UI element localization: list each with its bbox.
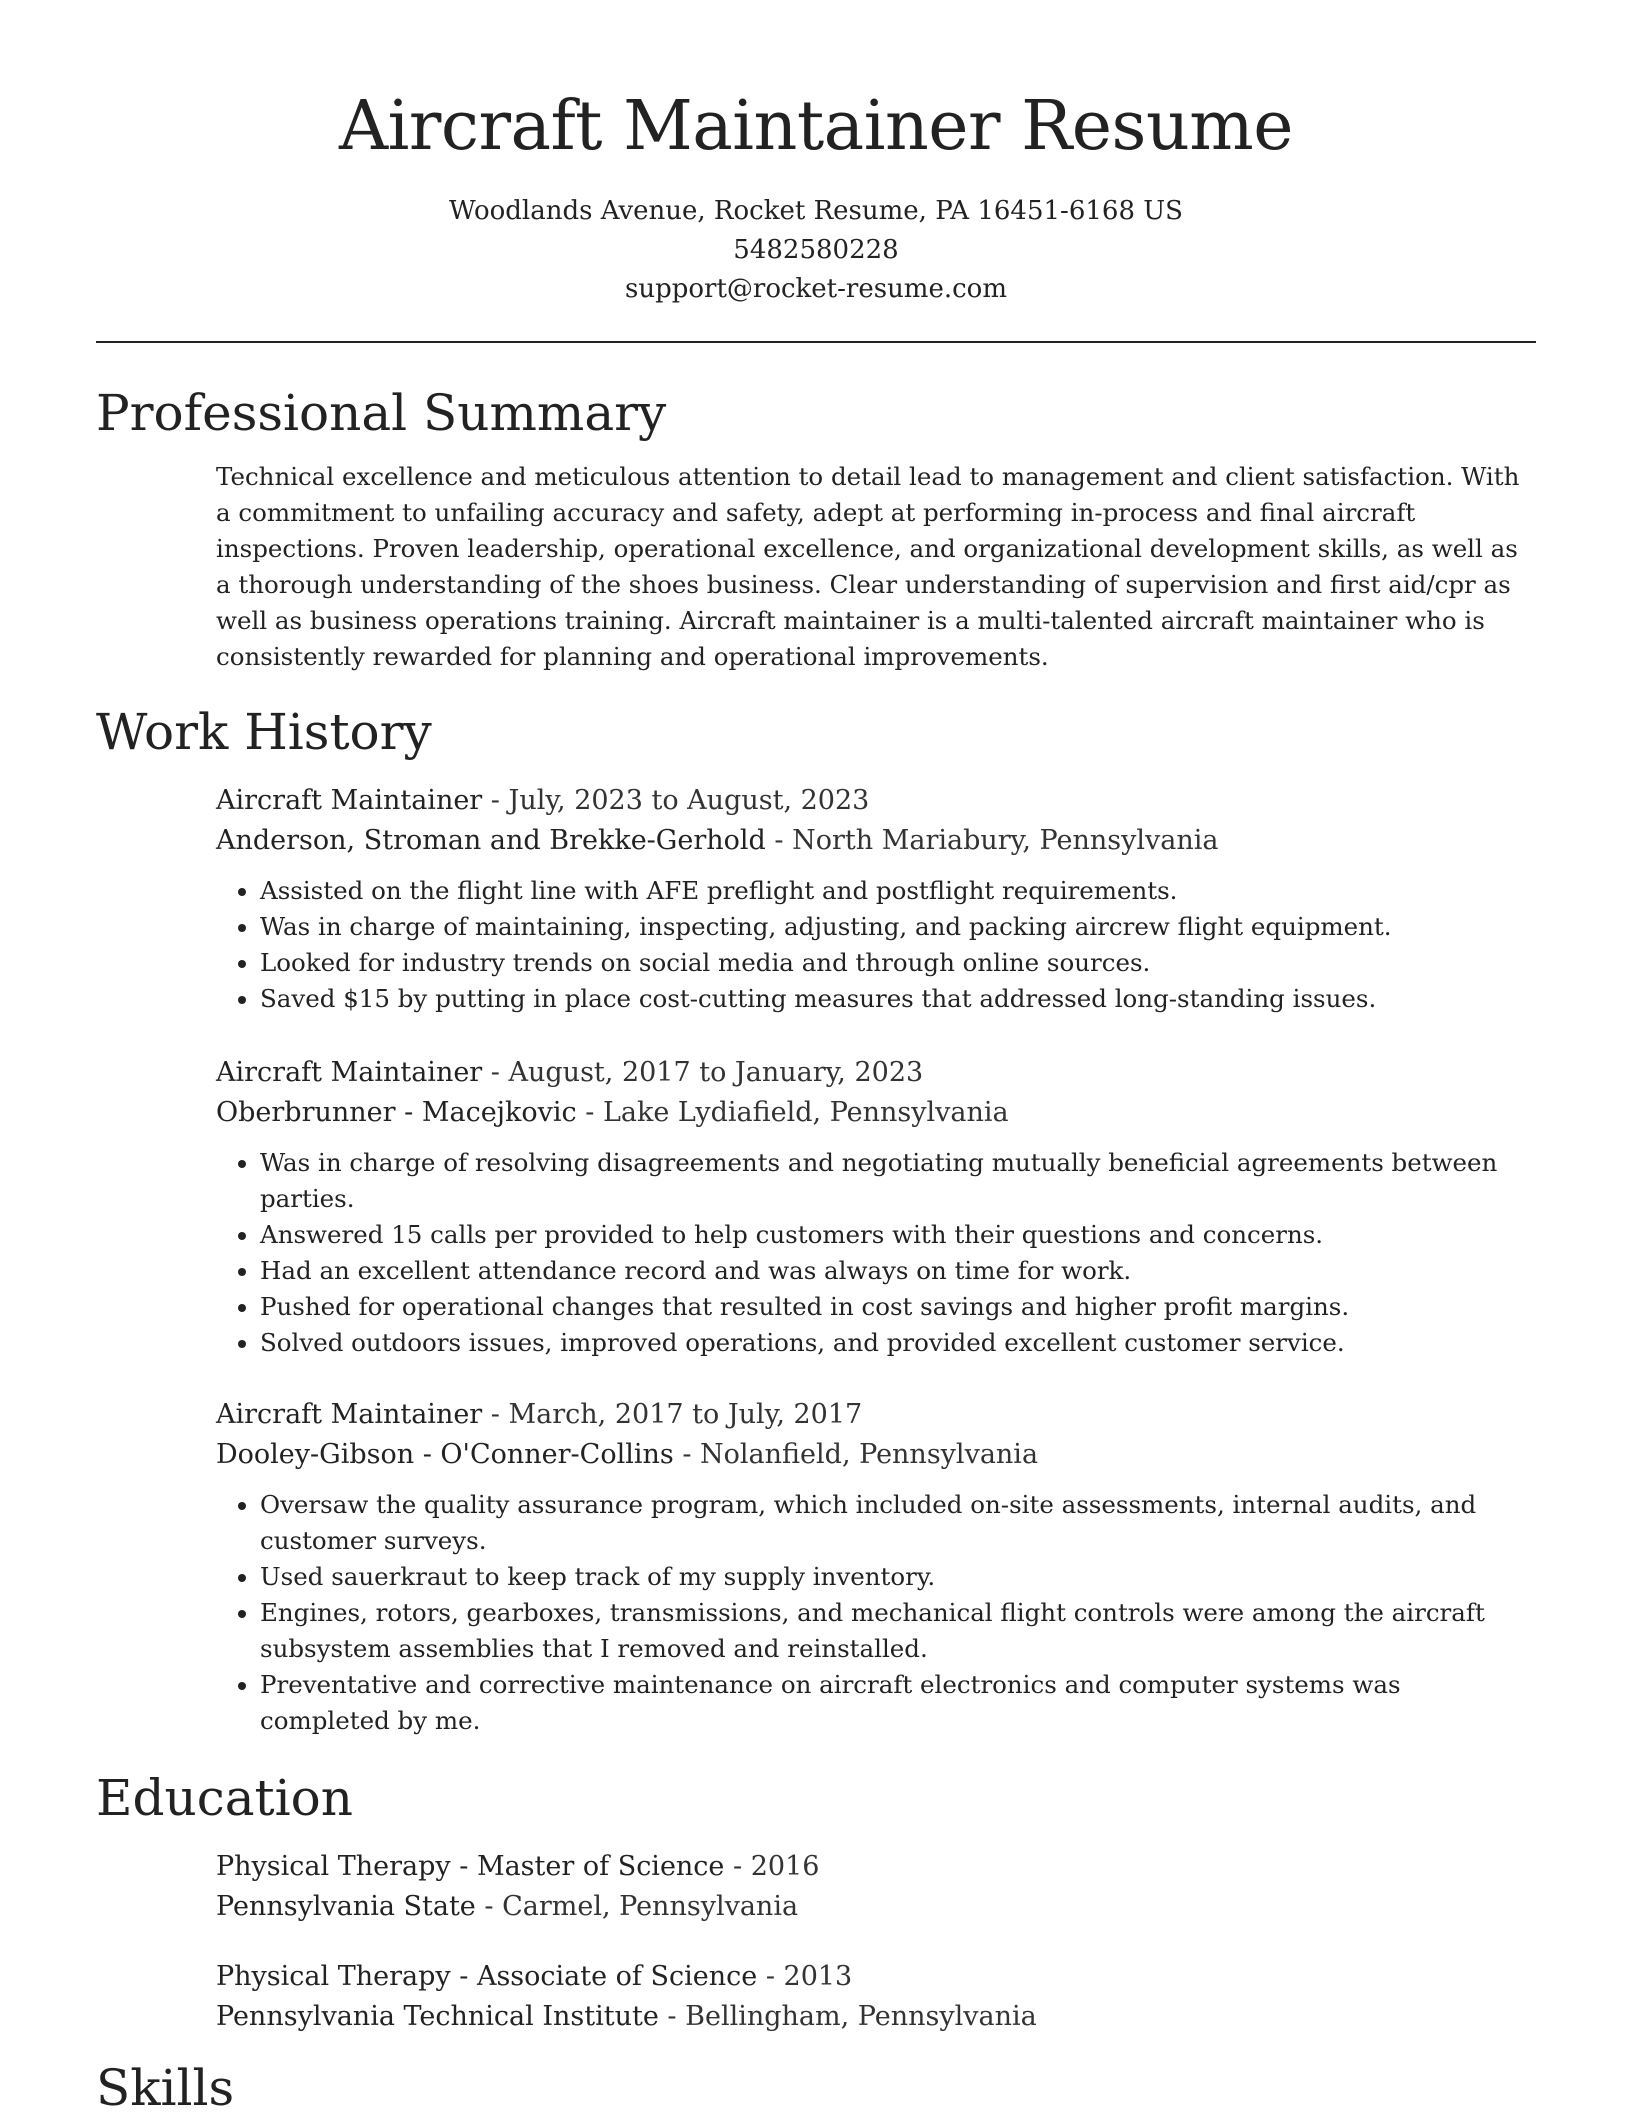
job-entry xyxy=(216,1053,1536,1361)
job-dates: - July, 2023 to August, 2023 xyxy=(482,785,870,816)
list-item: • Had an excellent attendance record and was always on time for work. xyxy=(260,1253,1536,1289)
job-title-line xyxy=(216,781,1536,821)
education-year: - 2013 xyxy=(757,1961,853,1992)
job-title: Aircraft Maintainer xyxy=(216,1057,483,1088)
list-item: • Assisted on the flight line with AFE preflight and postflight requirements. xyxy=(260,873,1536,909)
section-title-education: Education xyxy=(96,1769,353,1827)
contact-address: Woodlands Avenue, Rocket Resume, PA 16451-6168 US xyxy=(449,196,1183,226)
contact-block xyxy=(96,192,1536,309)
job-entry xyxy=(216,1395,1536,1739)
list-item: • Answered 15 calls per provided to help customers with their questions and concerns. xyxy=(260,1217,1536,1253)
contact-phone: 5482580228 xyxy=(733,235,899,265)
job-company-line xyxy=(216,1435,1536,1475)
header-divider xyxy=(96,341,1536,343)
job-title: Aircraft Maintainer xyxy=(216,1399,483,1430)
job-company: Dooley-Gibson - O'Conner-Collins xyxy=(216,1439,674,1470)
education-degree: Physical Therapy - Master of Science xyxy=(216,1851,725,1882)
list-item: • Was in charge of resolving disagreements and negotiating mutually beneficial agreements between parties. xyxy=(260,1145,1536,1217)
job-bullets xyxy=(216,873,1536,1017)
job-location: - Nolanfield, Pennsylvania xyxy=(673,1439,1039,1470)
education-school-line xyxy=(216,1887,1536,1927)
education-year: - 2016 xyxy=(724,1851,820,1882)
job-company: Oberbrunner - Macejkovic xyxy=(216,1097,577,1128)
list-item: • Was in charge of maintaining, inspecting, adjusting, and packing aircrew flight equipment. xyxy=(260,909,1536,945)
section-title-work: Work History xyxy=(96,703,432,761)
job-title-line xyxy=(216,1053,1536,1093)
education-school-line xyxy=(216,1997,1536,2037)
job-entry xyxy=(216,781,1536,1017)
list-item: • Oversaw the quality assurance program, which included on-site assessments, internal audits, and customer surveys. xyxy=(260,1487,1536,1559)
list-item: • Looked for industry trends on social media and through online sources. xyxy=(260,945,1536,981)
list-item: • Used sauerkraut to keep track of my supply inventory. xyxy=(260,1559,1536,1595)
job-dates: - March, 2017 to July, 2017 xyxy=(482,1399,863,1430)
job-bullets xyxy=(216,1145,1536,1361)
education-school: Pennsylvania State xyxy=(216,1891,476,1922)
education-degree: Physical Therapy - Associate of Science xyxy=(216,1961,758,1992)
job-company-line xyxy=(216,1093,1536,1133)
section-title-summary: Professional Summary xyxy=(96,384,667,442)
education-location: - Bellingham, Pennsylvania xyxy=(658,2001,1037,2032)
list-item: • Engines, rotors, gearboxes, transmissions, and mechanical flight controls were among the aircraft subsystem assemblies that I removed and reinstalled. xyxy=(260,1595,1536,1667)
job-company-line xyxy=(216,821,1536,861)
education-entry xyxy=(216,1847,1536,1927)
job-location: - North Mariabury, Pennsylvania xyxy=(765,825,1219,856)
job-title: Aircraft Maintainer xyxy=(216,785,483,816)
list-item: • Pushed for operational changes that resulted in cost savings and higher profit margins. xyxy=(260,1289,1536,1325)
education-degree-line xyxy=(216,1957,1536,1997)
job-company: Anderson, Stroman and Brekke-Gerhold xyxy=(216,825,766,856)
summary-text: Technical excellence and meticulous attention to detail lead to management and client satisfaction. With a commitment to unfailing accuracy and safety, adept at performing in-process and final aircraft inspections. Proven leadership, operational excellence, and organizational development skills, as well as a thorough understanding of the shoes business. Clear understanding of supervision and first aid/cpr as well as business operations training. Aircraft maintainer is a multi-talented aircraft maintainer who is consistently rewarded for planning and operational improvements. xyxy=(216,462,1520,671)
job-title-line xyxy=(216,1395,1536,1435)
education-entry xyxy=(216,1957,1536,2037)
list-item: • Solved outdoors issues, improved operations, and provided excellent customer service. xyxy=(260,1325,1536,1361)
list-item: • Saved $15 by putting in place cost-cutting measures that addressed long-standing issues. xyxy=(260,981,1536,1017)
list-item: • Preventative and corrective maintenance on aircraft electronics and computer systems was completed by me. xyxy=(260,1667,1536,1739)
job-dates: - August, 2017 to January, 2023 xyxy=(482,1057,924,1088)
contact-email[interactable]: support@rocket-resume.com xyxy=(624,274,1007,304)
education-school: Pennsylvania Technical Institute xyxy=(216,2001,659,2032)
job-bullets xyxy=(216,1487,1536,1739)
education-degree-line xyxy=(216,1847,1536,1887)
job-location: - Lake Lydiafield, Pennsylvania xyxy=(576,1097,1009,1128)
resume-title: Aircraft Maintainer Resume xyxy=(339,87,1293,166)
education-location: - Carmel, Pennsylvania xyxy=(475,1891,799,1922)
section-title-skills: Skills xyxy=(96,2059,235,2117)
